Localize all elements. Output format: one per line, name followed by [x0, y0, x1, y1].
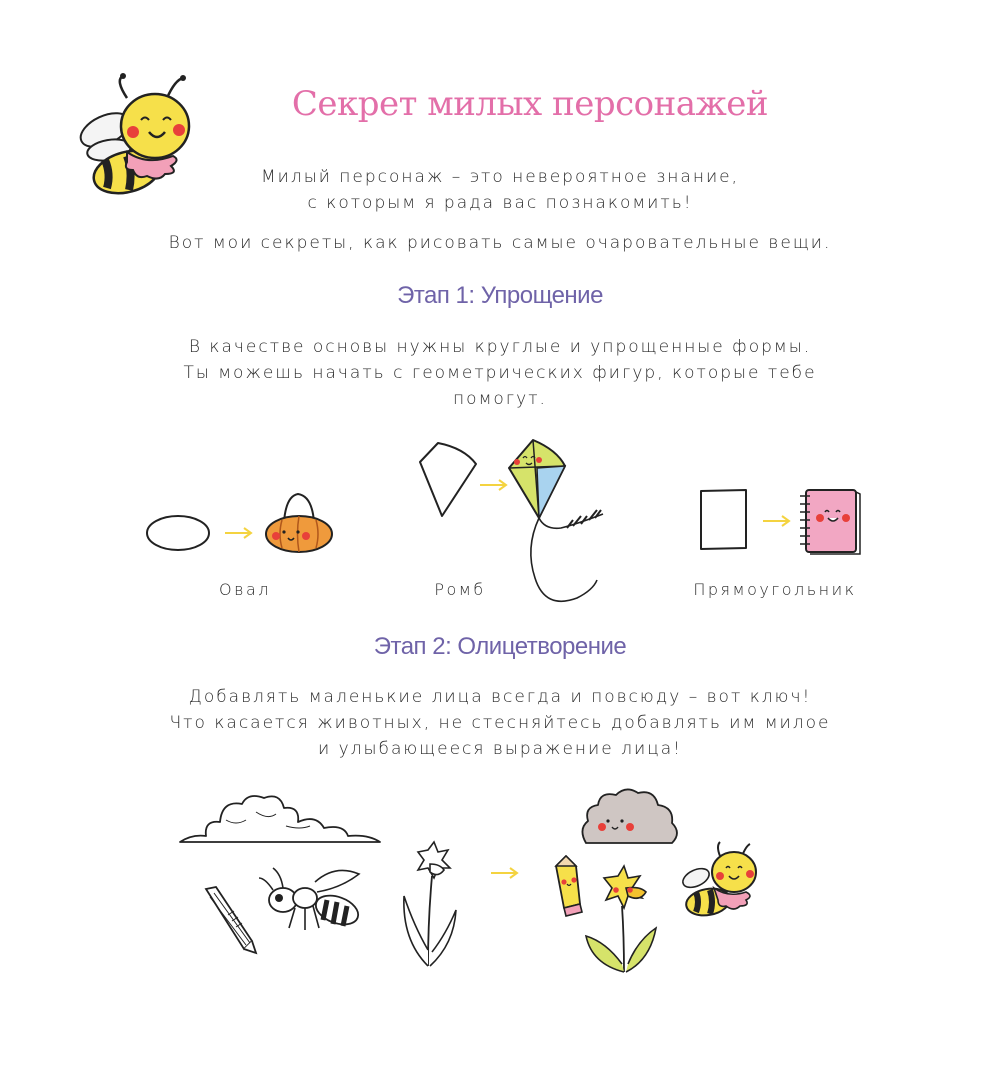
notebook-icon	[798, 486, 862, 558]
caption-rectangle: Прямоугольник	[693, 580, 857, 599]
intro-line-3: Вот мои секреты, как рисовать самые очаровательные вещи.	[168, 233, 832, 253]
pumpkin-icon	[262, 488, 334, 558]
kite-icon	[505, 438, 615, 610]
oval-shape	[145, 514, 215, 554]
intro-line-1: Милый персонаж – это невероятное знание,	[260, 167, 740, 187]
cute-bee-icon	[680, 842, 766, 918]
caption-oval: Овал	[219, 580, 271, 599]
stage1-text	[150, 334, 850, 412]
intro-secrets	[150, 230, 850, 256]
arrow-icon	[224, 526, 254, 540]
stage1-line-2: Ты можешь начать с геометрических фигур, которые тебе	[183, 363, 817, 383]
arrow-icon	[490, 866, 520, 880]
intro-line-2: с которым я рада вас познакомить!	[307, 193, 693, 213]
intro-text	[150, 164, 850, 216]
arrow-icon	[762, 514, 792, 528]
stage1-line-3: помогут.	[453, 389, 547, 409]
stage1-line-1: В качестве основы нужны круглые и упрощенные формы.	[188, 337, 812, 357]
stage2-line-3: и улыбающееся выражение лица!	[318, 739, 682, 759]
caption-rhombus: Ромб	[434, 580, 486, 599]
page-title: Секрет милых персонажей	[291, 84, 769, 124]
cute-cloud-icon	[578, 785, 682, 849]
rhombus-shape	[416, 440, 480, 520]
stage2-heading: Этап 2: Олицетворение	[373, 633, 627, 660]
stage2-line-2: Что касается животных, не стесняйтесь добавлять им милое	[169, 713, 831, 733]
stage2-text	[150, 684, 850, 762]
cloud-sketch	[176, 790, 386, 850]
cute-pencil-icon	[550, 852, 586, 918]
stage2-line-1: Добавлять маленькие лица всегда и повсюду – вот ключ!	[188, 687, 812, 707]
cute-flower-icon	[584, 866, 660, 976]
stage1-heading: Этап 1: Упрощение	[397, 282, 603, 309]
wasp-sketch	[255, 858, 365, 938]
pencil-sketch	[200, 885, 260, 955]
rectangle-shape	[698, 488, 750, 552]
daffodil-sketch	[398, 840, 462, 970]
